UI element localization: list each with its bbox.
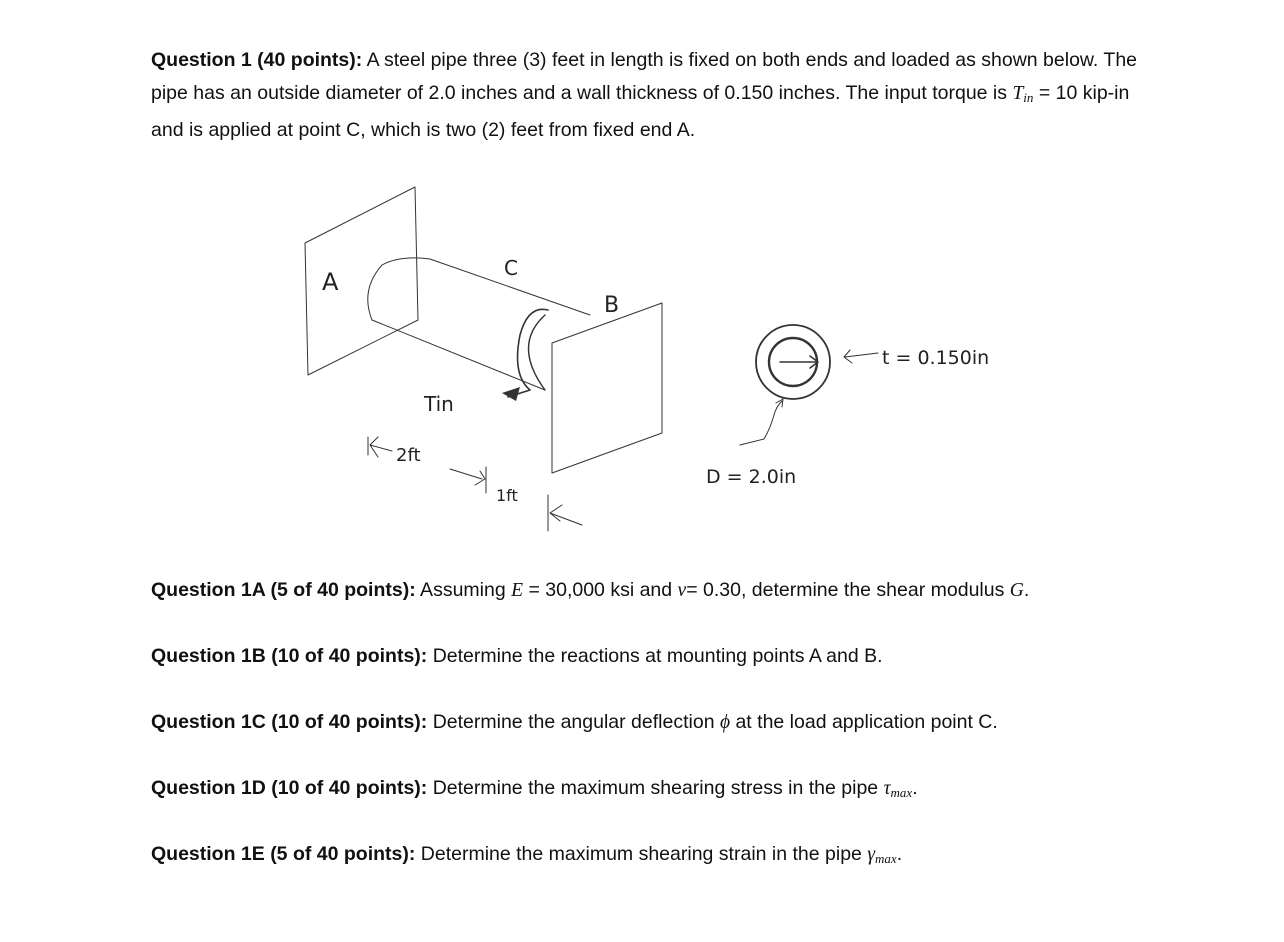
label-b: B [604,293,620,318]
dim-left-label: 2ft [396,445,421,466]
question-1b [151,643,883,669]
question-1d [151,775,918,806]
dim-right-label: 1ft [496,486,518,505]
symbol-phi: ϕ [719,712,731,733]
torque-subscript: in [1023,90,1034,105]
question-1a-label: Question 1A (5 of 40 points): [151,579,416,601]
q1c-text-a: Determine the angular deflection [427,711,720,733]
pipe-cross-section [756,325,830,399]
question-1b-label: Question 1B (10 of 40 points): [151,645,428,667]
q1c-text-b: at the load application point C. [730,711,998,733]
q1b-text: Determine the reactions at mounting points A and B. [427,645,883,667]
dimension-1ft [496,486,582,531]
question-1-label: Question 1 (40 points): [151,49,363,71]
q1e-text-b: . [896,843,903,865]
torque-arrowhead [502,387,520,401]
question-1d-label: Question 1D (10 of 40 points): [151,777,428,799]
symbol-tau: τ [883,778,891,799]
q1a-text-c: = 0.30, determine the shear modulus [686,579,1010,601]
pipe-body [368,258,590,390]
intro-text-a: A steel pipe three (3) feet in length is fixed on both ends and loaded as shown below. The pipe has an outside diameter of 2.0 inches and a wall thickness of 0.150 inches. The input torque is [151,49,1138,104]
symbol-e: E [511,580,524,601]
question-1-intro [151,44,1141,147]
question-1e [151,841,902,872]
q1a-text-b: = 30,000 ksi and [523,579,678,601]
thickness-label: t = 0.150in [882,347,990,369]
dimension-2ft [368,437,486,493]
fixed-wall-b [552,303,662,473]
question-1c [151,709,998,736]
symbol-nu: ν [677,580,687,601]
thickness-callout [844,347,989,369]
q1a-text-d: . [1023,579,1030,601]
intro-text-b: = 10 kip-in and is applied at point C, which is two (2) feet from fixed end A. [151,82,1130,141]
pipe-diagram [290,175,1030,545]
symbol-tau-subscript: max [890,785,913,800]
q1a-text-a: Assuming [415,579,512,601]
question-1a [151,577,1029,604]
symbol-g: G [1009,580,1024,601]
q1e-text-a: Determine the maximum shearing strain in the pipe [415,843,868,865]
symbol-gamma: γ [867,844,876,865]
label-a: A [322,268,339,296]
question-1c-label: Question 1C (10 of 40 points): [151,711,428,733]
diameter-label: D = 2.0in [706,466,797,488]
question-1e-label: Question 1E (5 of 40 points): [151,843,416,865]
label-c: C [504,256,518,280]
torque-label: Tin [424,392,454,416]
symbol-gamma-subscript: max [875,851,897,866]
diameter-callout [706,399,796,488]
q1d-text-b: . [912,777,918,799]
q1d-text-a: Determine the maximum shearing stress in the pipe [427,777,884,799]
torque-symbol: T [1012,83,1024,104]
